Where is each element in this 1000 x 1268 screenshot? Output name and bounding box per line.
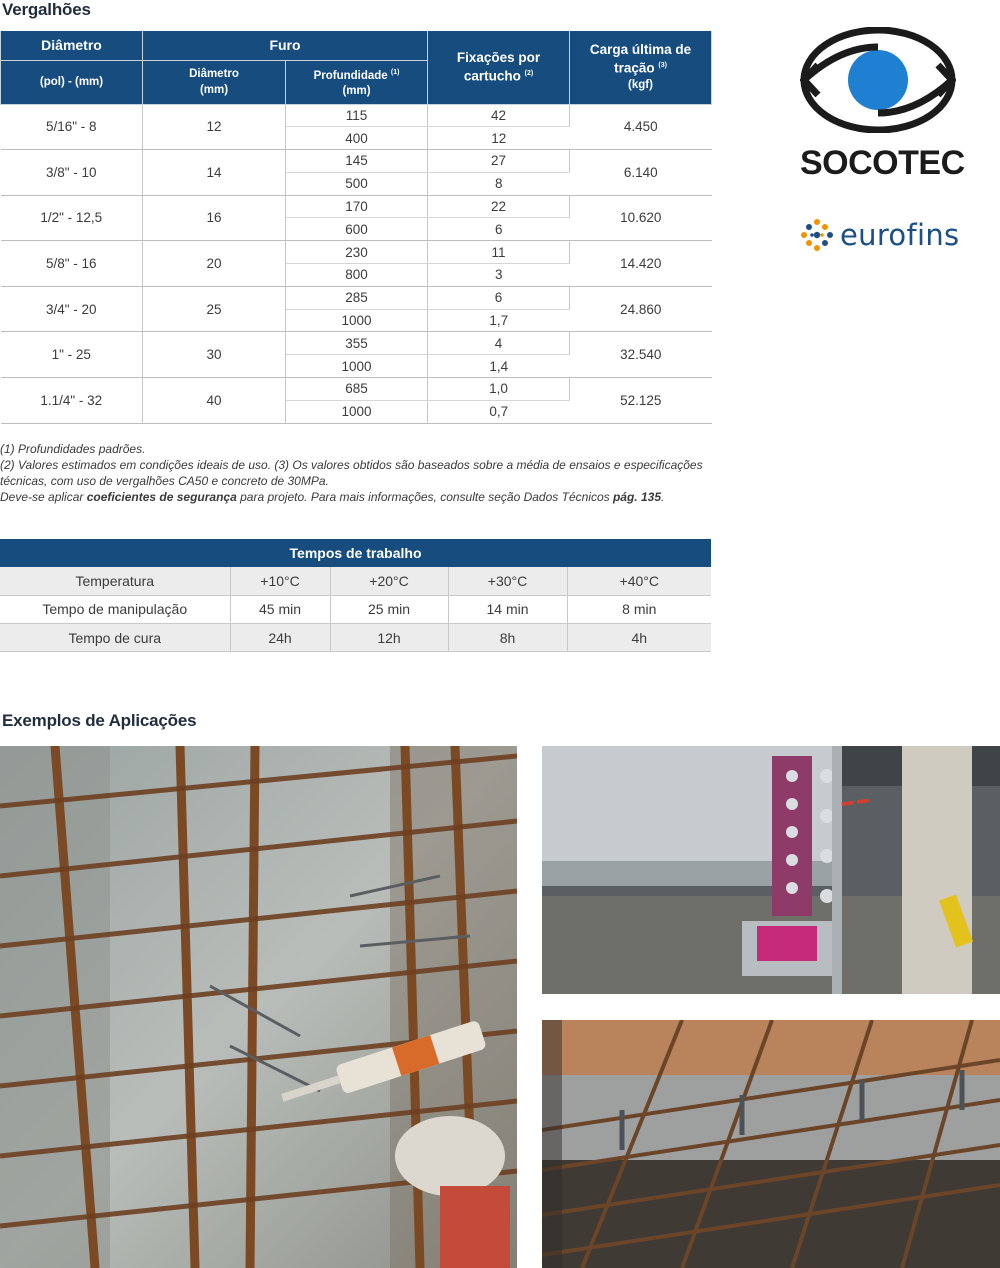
header-carga-unit: (kgf) — [628, 79, 653, 91]
cell-profundidade: 600 — [286, 218, 428, 241]
note-1: (1) Profundidades padrões. — [0, 442, 146, 456]
header-profundidade-unit: (mm) — [342, 85, 371, 98]
header-pol-mm: (pol) - (mm) — [1, 60, 143, 104]
header-fixacoes-label: Fixações por cartucho — [456, 50, 541, 84]
rebar-slab-photo — [542, 1020, 1000, 1268]
cell-carga: 52.125 — [570, 378, 712, 424]
time-row-value: +20°C — [330, 567, 448, 595]
svg-text:▬ ▬: ▬ ▬ — [840, 791, 870, 809]
cell-furo-diametro: 25 — [143, 286, 286, 332]
rebar-installation-photo — [0, 746, 517, 1268]
cell-diametro: 1.1/4" - 32 — [1, 378, 143, 424]
cell-fixacoes: 42 — [428, 104, 570, 127]
cell-furo-diametro: 12 — [143, 104, 286, 150]
cell-profundidade: 355 — [286, 332, 428, 355]
header-fixacoes-note: (2) — [524, 70, 534, 77]
cell-profundidade: 500 — [286, 172, 428, 195]
header-furo-diametro-label: Diâmetro — [189, 68, 239, 80]
cell-fixacoes: 4 — [428, 332, 570, 355]
section-title-vergalhoes: Vergalhões — [2, 0, 91, 19]
time-row-value: 14 min — [448, 595, 567, 623]
cell-fixacoes: 1,7 — [428, 309, 570, 332]
header-diametro: Diâmetro — [1, 31, 143, 60]
cell-profundidade: 285 — [286, 286, 428, 309]
cell-furo-diametro: 40 — [143, 378, 286, 424]
socotec-logo — [800, 27, 965, 183]
cell-profundidade: 145 — [286, 150, 428, 173]
time-row-value: 12h — [330, 624, 448, 652]
time-row-value: 8h — [448, 624, 567, 652]
cell-carga: 24.860 — [570, 286, 712, 332]
cell-carga: 4.450 — [570, 104, 712, 150]
rebar-spec-table — [0, 31, 712, 424]
note-3-d: pág. 135 — [612, 490, 661, 504]
table-row — [0, 567, 711, 595]
time-row-value: +10°C — [230, 567, 330, 595]
time-row-label: Tempo de cura — [0, 624, 230, 652]
note-3-e: . — [661, 490, 665, 504]
header-carga — [570, 31, 712, 104]
cell-profundidade: 115 — [286, 104, 428, 127]
socotec-emblem-icon — [800, 27, 956, 133]
header-furo: Furo — [143, 31, 428, 60]
eurofins-wordmark: eurofins — [840, 218, 960, 252]
cell-profundidade: 1000 — [286, 400, 428, 423]
cell-profundidade: 685 — [286, 378, 428, 401]
header-carga-label: Carga última de tração — [589, 41, 692, 75]
table-row — [1, 150, 712, 173]
cell-diametro: 1/2" - 12,5 — [1, 195, 143, 241]
cell-carga: 32.540 — [570, 332, 712, 378]
cell-fixacoes: 6 — [428, 218, 570, 241]
cell-profundidade: 400 — [286, 127, 428, 150]
cell-furo-diametro: 20 — [143, 241, 286, 287]
time-row-value: 8 min — [567, 595, 711, 623]
cell-carga: 14.420 — [570, 241, 712, 287]
eurofins-logo — [800, 218, 959, 252]
cell-fixacoes: 22 — [428, 195, 570, 218]
time-row-value: 45 min — [230, 595, 330, 623]
cell-fixacoes: 0,7 — [428, 400, 570, 423]
header-furo-diametro — [143, 60, 286, 104]
cell-fixacoes: 8 — [428, 172, 570, 195]
time-row-value: +30°C — [448, 567, 567, 595]
cell-fixacoes: 3 — [428, 264, 570, 287]
note-3-a: Deve-se aplicar — [0, 490, 87, 504]
header-furo-diametro-unit: (mm) — [199, 84, 229, 96]
time-row-label: Temperatura — [0, 567, 230, 595]
working-times-title: Tempos de trabalho — [0, 539, 711, 567]
time-row-value: +40°C — [567, 567, 711, 595]
table-notes — [0, 441, 720, 505]
cell-diametro: 3/8" - 10 — [1, 150, 143, 196]
cell-profundidade: 230 — [286, 241, 428, 264]
cell-carga: 10.620 — [570, 195, 712, 241]
cell-profundidade: 1000 — [286, 309, 428, 332]
working-times-table — [0, 539, 711, 652]
cell-profundidade: 170 — [286, 195, 428, 218]
cell-diametro: 5/16" - 8 — [1, 104, 143, 150]
socotec-wordmark: SOCOTEC — [800, 144, 965, 182]
time-row-value: 25 min — [330, 595, 448, 623]
header-profundidade-note: (1) — [390, 68, 400, 76]
cell-fixacoes: 1,4 — [428, 355, 570, 378]
header-profundidade-label: Profundidade — [313, 69, 388, 82]
table-row — [1, 332, 712, 355]
cell-fixacoes: 11 — [428, 241, 570, 264]
table-row — [1, 195, 712, 218]
section-title-exemplos: Exemplos de Aplicações — [2, 711, 197, 730]
cell-diametro: 3/4" - 20 — [1, 286, 143, 332]
steel-beam-connection-photo — [542, 746, 1000, 994]
time-row-label: Tempo de manipulação — [0, 595, 230, 623]
note-3 — [0, 489, 720, 505]
note-3-b: coeficientes de segurança — [86, 490, 237, 504]
cell-fixacoes: 12 — [428, 127, 570, 150]
time-row-value: 4h — [567, 624, 711, 652]
time-row-value: 24h — [230, 624, 330, 652]
cell-fixacoes: 1,0 — [428, 378, 570, 401]
cell-profundidade: 800 — [286, 264, 428, 287]
header-fixacoes — [428, 31, 570, 104]
cell-profundidade: 1000 — [286, 355, 428, 378]
cell-furo-diametro: 30 — [143, 332, 286, 378]
table-row — [1, 104, 712, 127]
cell-fixacoes: 6 — [428, 286, 570, 309]
cell-diametro: 5/8" - 16 — [1, 241, 143, 287]
note-3-c: para projeto. Para mais informações, consulte seção Dados Técnicos — [236, 490, 613, 504]
note-2: (2) Valores estimados em condições ideais de uso. (3) Os valores obtidos são baseados sobre a média de ensaios e especificações técnicas, com uso de vergalhões CA50 e concreto de 30MPa. — [0, 458, 703, 488]
cell-furo-diametro: 16 — [143, 195, 286, 241]
cell-diametro: 1" - 25 — [1, 332, 143, 378]
header-profundidade — [286, 60, 428, 104]
header-carga-note: (3) — [658, 61, 667, 69]
eurofins-dots-icon — [800, 218, 834, 252]
cell-fixacoes: 27 — [428, 150, 570, 173]
table-row — [1, 378, 712, 401]
table-row — [0, 595, 711, 623]
cell-furo-diametro: 14 — [143, 150, 286, 196]
table-row — [1, 241, 712, 264]
table-row — [1, 286, 712, 309]
cell-carga: 6.140 — [570, 150, 712, 196]
table-row — [0, 624, 711, 652]
